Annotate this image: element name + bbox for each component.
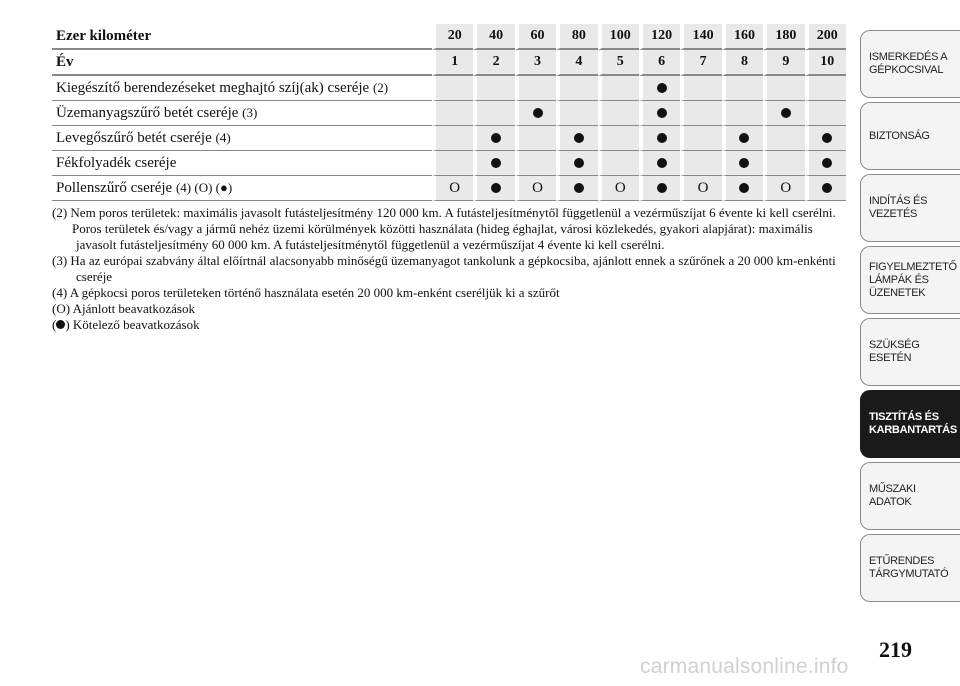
footnote-3: (3) Ha az európai szabvány által előírtnál alacsonyabb minőségű üzemanyagot tankolunk a gépkocsiba, ajánlott ennek a szűrőnek a 20 000 km-enkénti cseréje <box>52 253 836 284</box>
mandatory-dot-icon <box>657 108 667 118</box>
mandatory-dot-icon <box>491 158 501 168</box>
chapter-tab-line: INDÍTÁS ÉS <box>869 195 928 207</box>
row-label-note: (3) <box>242 104 258 120</box>
schedule-cell <box>473 126 514 151</box>
chapter-tab-line: FIGYELMEZTETŐ <box>869 260 957 273</box>
chapter-tab[interactable] <box>860 30 960 98</box>
legend-mandatory <box>52 317 846 333</box>
chapter-tab-line: LÁMPÁK ÉS <box>869 273 929 286</box>
footnote-2a: (2) Nem poros területek: maximális javasolt futásteljesítmény 120 000 km. A futásteljesítménytől függetlenül a vezérműszíjat 6 évente ki kell cserélni. <box>52 205 836 220</box>
schedule-cell <box>515 126 556 151</box>
table-row <box>52 176 846 201</box>
schedule-cell <box>639 176 680 201</box>
schedule-cell <box>473 76 514 101</box>
schedule-cell <box>473 101 514 126</box>
chapter-tab[interactable] <box>860 246 960 314</box>
schedule-cell <box>515 176 556 201</box>
schedule-cell <box>763 126 804 151</box>
schedule-cell <box>722 126 763 151</box>
row-label-text: Üzemanyagszűrő betét cseréje <box>56 104 239 121</box>
table-row <box>52 101 846 126</box>
table-row <box>52 151 846 176</box>
km-header-label: Ezer kilométer <box>52 24 432 50</box>
chapter-tab[interactable] <box>860 534 960 602</box>
chapter-tab[interactable] <box>860 102 960 170</box>
year-header-cell: 8 <box>722 50 763 76</box>
km-header-cell: 100 <box>598 24 639 50</box>
mandatory-dot-icon <box>56 320 65 329</box>
row-label-text: Levegőszűrő betét cseréje <box>56 129 212 146</box>
legend-recommended: (O) Ajánlott beavatkozások <box>52 301 195 316</box>
maintenance-content <box>52 24 846 333</box>
mandatory-dot-icon <box>574 158 584 168</box>
km-header-cell: 20 <box>432 24 473 50</box>
schedule-cell <box>556 151 597 176</box>
table-header-row <box>52 24 846 50</box>
row-label <box>52 151 432 176</box>
schedule-cell <box>722 76 763 101</box>
km-header-cell: 120 <box>639 24 680 50</box>
schedule-cell <box>763 176 804 201</box>
chapter-tab-line: ÜZENETEK <box>869 286 926 299</box>
schedule-cell <box>722 176 763 201</box>
schedule-cell <box>473 151 514 176</box>
row-label <box>52 126 432 151</box>
mandatory-dot-icon <box>739 158 749 168</box>
mandatory-dot-icon <box>491 133 501 143</box>
mandatory-dot-icon <box>574 133 584 143</box>
chapter-tab-line: SZÜKSÉG ESETÉN <box>869 339 920 364</box>
row-label <box>52 76 432 101</box>
schedule-cell <box>805 76 846 101</box>
km-header-cell: 40 <box>473 24 514 50</box>
row-label-text: Pollenszűrő cseréje <box>56 179 173 196</box>
year-header-row <box>52 50 846 76</box>
schedule-cell <box>598 101 639 126</box>
schedule-cell <box>598 76 639 101</box>
year-header-cell: 6 <box>639 50 680 76</box>
chapter-tab-line: ISMERKEDÉS A <box>869 51 948 63</box>
schedule-cell <box>680 126 721 151</box>
chapter-tab-label <box>869 261 957 300</box>
chapter-tab-label <box>869 483 960 509</box>
schedule-cell <box>680 176 721 201</box>
schedule-cell <box>722 151 763 176</box>
chapter-tab[interactable] <box>860 174 960 242</box>
mandatory-dot-icon <box>822 133 832 143</box>
recommended-mark: O <box>532 179 543 196</box>
schedule-cell <box>639 101 680 126</box>
year-header-cell: 1 <box>432 50 473 76</box>
km-header-cell: 200 <box>805 24 846 50</box>
schedule-cell <box>639 151 680 176</box>
schedule-cell <box>680 101 721 126</box>
schedule-cell <box>432 76 473 101</box>
km-header-cell: 180 <box>763 24 804 50</box>
schedule-cell <box>598 126 639 151</box>
km-header-cell: 140 <box>680 24 721 50</box>
schedule-cell <box>473 176 514 201</box>
mandatory-dot-icon <box>657 83 667 93</box>
row-label-text: Kiegészítő berendezéseket meghajtó szíj(ak) cseréje <box>56 79 370 96</box>
schedule-cell <box>680 151 721 176</box>
chapter-tab-line: GÉPKOCSIVAL <box>869 64 944 76</box>
footnote-4: (4) A gépkocsi poros területeken történő használata esetén 20 000 km-enként cseréljük ki a szűrőt <box>52 285 560 300</box>
schedule-cell <box>432 176 473 201</box>
mandatory-dot-icon <box>822 183 832 193</box>
mandatory-dot-icon <box>822 158 832 168</box>
mandatory-dot-icon <box>491 183 501 193</box>
row-label-text: Fékfolyadék cseréje <box>56 154 177 171</box>
mandatory-dot-icon <box>781 108 791 118</box>
row-label-note: (2) <box>372 79 389 95</box>
schedule-cell <box>805 101 846 126</box>
chapter-tab-line: KARBANTARTÁS <box>869 424 957 436</box>
km-header-cell: 60 <box>515 24 556 50</box>
mandatory-dot-icon <box>739 133 749 143</box>
schedule-cell <box>432 126 473 151</box>
mandatory-dot-icon <box>657 183 667 193</box>
schedule-cell <box>432 151 473 176</box>
schedule-cell <box>432 101 473 126</box>
schedule-cell <box>722 101 763 126</box>
schedule-cell <box>805 176 846 201</box>
schedule-cell <box>515 151 556 176</box>
year-header-cell: 4 <box>556 50 597 76</box>
mandatory-dot-icon <box>574 183 584 193</box>
year-header-label: Év <box>52 50 432 76</box>
schedule-cell <box>598 176 639 201</box>
chapter-tab-line: TISZTÍTÁS ÉS <box>869 411 939 423</box>
chapter-tab-label <box>869 195 927 221</box>
recommended-mark: O <box>697 179 709 196</box>
schedule-cell <box>763 101 804 126</box>
row-label <box>52 176 432 201</box>
row-label-note: (4) (O) (●) <box>175 179 233 195</box>
chapter-tab[interactable] <box>860 462 960 530</box>
year-header-cell: 3 <box>515 50 556 76</box>
year-header-cell: 7 <box>680 50 721 76</box>
chapter-tab-label <box>869 51 947 77</box>
schedule-cell <box>639 126 680 151</box>
schedule-cell <box>515 76 556 101</box>
legend-open: ( <box>52 317 57 332</box>
schedule-cell <box>680 76 721 101</box>
recommended-mark: O <box>780 179 792 196</box>
schedule-cell <box>556 176 597 201</box>
chapter-tab-line: TÁRGYMUTATÓ <box>869 568 949 580</box>
schedule-cell <box>556 126 597 151</box>
year-header-cell: 2 <box>473 50 514 76</box>
mandatory-dot-icon <box>739 183 749 193</box>
chapter-tab-label <box>869 339 960 365</box>
table-row <box>52 126 846 151</box>
mandatory-dot-icon <box>657 158 667 168</box>
table-row <box>52 76 846 101</box>
mandatory-dot-icon <box>533 108 543 118</box>
km-header-cell: 80 <box>556 24 597 50</box>
watermark: carmanualsonline.info <box>640 655 849 678</box>
schedule-cell <box>639 76 680 101</box>
chapter-tab-line: MŰSZAKI ADATOK <box>869 483 916 508</box>
chapter-tab[interactable] <box>860 318 960 386</box>
footnote-2b: Poros területek és/vagy a jármű nehéz üzemi körülmények közötti használata (hideg éghajlat, városi közlekedés, gyakori alapjárat): maximális javasolt futásteljesítmény 60 000 km. A futásteljesítménytől függetlenül a vezérműszíjat 4 évente ki kell cserélni. <box>72 221 813 252</box>
chapter-tab-line: BIZTONSÁG <box>869 129 930 142</box>
schedule-cell <box>763 76 804 101</box>
page-number: 219 <box>879 637 912 662</box>
row-label-note: (4) <box>215 129 231 145</box>
schedule-cell <box>556 76 597 101</box>
schedule-cell <box>805 126 846 151</box>
chapter-tab-label <box>869 555 948 581</box>
schedule-cell <box>515 101 556 126</box>
legend-mandatory-text: ) Kötelező beavatkozások <box>65 317 200 332</box>
km-header-cell: 160 <box>722 24 763 50</box>
chapter-tab[interactable] <box>860 390 960 458</box>
year-header-cell: 5 <box>598 50 639 76</box>
schedule-cell <box>763 151 804 176</box>
recommended-mark: O <box>449 179 461 196</box>
mandatory-dot-icon <box>657 133 667 143</box>
chapter-tab-line: ETŰRENDES <box>869 555 935 567</box>
chapter-tab-label <box>869 130 930 143</box>
maintenance-table <box>52 24 846 201</box>
row-label <box>52 101 432 126</box>
year-header-cell: 9 <box>763 50 804 76</box>
schedule-cell <box>556 101 597 126</box>
year-header-cell: 10 <box>805 50 846 76</box>
footnotes <box>52 205 846 333</box>
schedule-cell <box>805 151 846 176</box>
chapter-tab-label <box>869 411 957 437</box>
schedule-cell <box>598 151 639 176</box>
chapter-tab-line: VEZETÉS <box>869 208 918 220</box>
recommended-mark: O <box>614 179 626 196</box>
